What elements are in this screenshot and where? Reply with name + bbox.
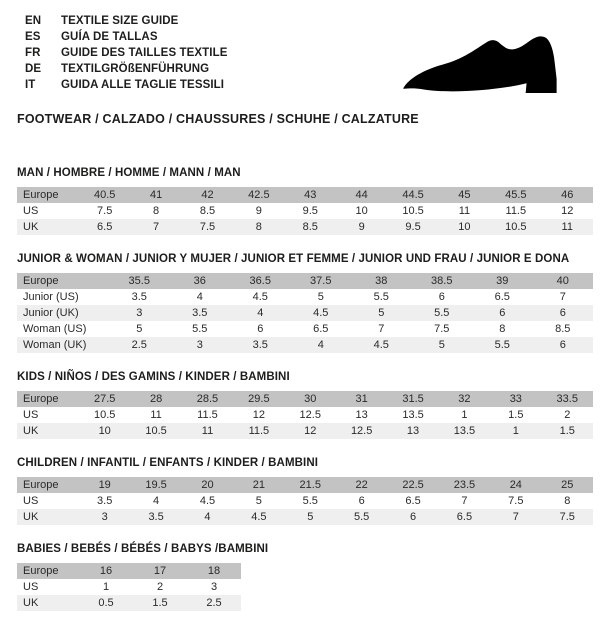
size-value-cell: 4 <box>130 493 181 509</box>
size-table-section <box>17 253 593 353</box>
size-value-cell: 21 <box>233 477 284 493</box>
table-row <box>17 423 593 439</box>
language-row <box>25 45 228 61</box>
row-label-cell: UK <box>17 595 79 611</box>
table-title: KIDS / NIÑOS / DES GAMINS / KINDER / BAMBINI <box>17 371 290 383</box>
table-row <box>17 493 593 509</box>
size-value-cell: 35.5 <box>109 273 170 289</box>
size-value-cell: 6 <box>230 321 291 337</box>
size-value-cell: 2 <box>133 579 187 595</box>
table-row <box>17 289 593 305</box>
language-code: FR <box>25 47 41 59</box>
size-value-cell: 46 <box>542 187 593 203</box>
size-value-cell: 13.5 <box>439 423 490 439</box>
size-value-cell: 4.5 <box>182 493 233 509</box>
size-value-cell: 44.5 <box>387 187 438 203</box>
size-value-cell: 44 <box>336 187 387 203</box>
size-value-cell: 11.5 <box>233 423 284 439</box>
table-row <box>17 203 593 219</box>
language-row <box>25 77 228 93</box>
row-label-cell: US <box>17 493 79 509</box>
row-label-cell: US <box>17 579 79 595</box>
size-value-cell: 5 <box>285 509 336 525</box>
size-value-cell: 4.5 <box>230 289 291 305</box>
size-value-cell: 7 <box>130 219 181 235</box>
size-value-cell: 10 <box>336 203 387 219</box>
size-value-cell: 16 <box>79 563 133 579</box>
row-label-cell: Europe <box>17 187 79 203</box>
size-value-cell: 24 <box>490 477 541 493</box>
size-value-cell: 5.5 <box>351 289 412 305</box>
size-value-cell: 28 <box>130 391 181 407</box>
size-value-cell: 8.5 <box>533 321 594 337</box>
size-value-cell: 3.5 <box>130 509 181 525</box>
size-value-cell: 10 <box>439 219 490 235</box>
row-label-cell: Junior (UK) <box>17 305 109 321</box>
category-heading: FOOTWEAR / CALZADO / CHAUSSURES / SCHUHE / CALZATURE <box>17 112 419 126</box>
row-label-cell: UK <box>17 219 79 235</box>
size-value-cell: 13.5 <box>387 407 438 423</box>
size-value-cell: 5 <box>291 289 352 305</box>
size-value-cell: 13 <box>387 423 438 439</box>
table-header-row <box>17 187 593 203</box>
size-value-cell: 3 <box>109 305 170 321</box>
size-value-cell: 11.5 <box>182 407 233 423</box>
table-header-row <box>17 391 593 407</box>
size-table <box>17 187 593 235</box>
size-table-section <box>17 371 593 439</box>
size-value-cell: 12.5 <box>285 407 336 423</box>
size-value-cell: 5.5 <box>170 321 231 337</box>
size-value-cell: 1 <box>79 579 133 595</box>
table-title: CHILDREN / INFANTIL / ENFANTS / KINDER / BAMBINI <box>17 457 319 469</box>
size-value-cell: 36.5 <box>230 273 291 289</box>
size-value-cell: 45 <box>439 187 490 203</box>
table-header-row <box>17 563 241 579</box>
table-row <box>17 321 593 337</box>
size-value-cell: 38.5 <box>412 273 473 289</box>
size-value-cell: 8.5 <box>285 219 336 235</box>
size-value-cell: 5 <box>233 493 284 509</box>
size-value-cell: 6.5 <box>387 493 438 509</box>
language-list <box>25 13 228 93</box>
size-value-cell: 12 <box>233 407 284 423</box>
language-code: DE <box>25 63 42 75</box>
row-label-cell: UK <box>17 509 79 525</box>
size-value-cell: 23.5 <box>439 477 490 493</box>
size-table-section <box>17 167 593 235</box>
size-value-cell: 4.5 <box>291 305 352 321</box>
size-value-cell: 2.5 <box>187 595 241 611</box>
size-value-cell: 6 <box>533 305 594 321</box>
size-table <box>17 563 241 611</box>
size-value-cell: 33 <box>490 391 541 407</box>
tables-host <box>17 167 593 629</box>
size-table-section <box>17 457 593 525</box>
size-value-cell: 3.5 <box>230 337 291 353</box>
row-label-cell: US <box>17 407 79 423</box>
size-value-cell: 43 <box>285 187 336 203</box>
size-value-cell: 6.5 <box>439 509 490 525</box>
size-value-cell: 7 <box>490 509 541 525</box>
row-label-cell: Woman (US) <box>17 321 109 337</box>
table-title: BABIES / BEBÉS / BÉBÉS / BABYS /BAMBINI <box>17 543 269 555</box>
size-value-cell: 19 <box>79 477 130 493</box>
size-value-cell: 4 <box>291 337 352 353</box>
size-value-cell: 8 <box>472 321 533 337</box>
size-value-cell: 7.5 <box>182 219 233 235</box>
size-value-cell: 21.5 <box>285 477 336 493</box>
language-label: TEXTILE SIZE GUIDE <box>61 15 179 27</box>
size-value-cell: 4 <box>170 289 231 305</box>
row-label-cell: UK <box>17 423 79 439</box>
size-value-cell: 3 <box>79 509 130 525</box>
size-value-cell: 2 <box>542 407 593 423</box>
size-value-cell: 29.5 <box>233 391 284 407</box>
size-value-cell: 5.5 <box>336 509 387 525</box>
size-value-cell: 6.5 <box>291 321 352 337</box>
size-value-cell: 7.5 <box>542 509 593 525</box>
table-header-row <box>17 273 593 289</box>
language-row <box>25 13 228 29</box>
size-value-cell: 1.5 <box>490 407 541 423</box>
size-value-cell: 5 <box>412 337 473 353</box>
language-label: GUIDE DES TAILLES TEXTILE <box>61 47 228 59</box>
size-value-cell: 11 <box>542 219 593 235</box>
size-value-cell: 31.5 <box>387 391 438 407</box>
row-label-cell: Junior (US) <box>17 289 109 305</box>
size-table <box>17 477 593 525</box>
size-value-cell: 7 <box>439 493 490 509</box>
size-value-cell: 45.5 <box>490 187 541 203</box>
size-value-cell: 22.5 <box>387 477 438 493</box>
size-value-cell: 1 <box>439 407 490 423</box>
size-value-cell: 6 <box>387 509 438 525</box>
size-value-cell: 6 <box>412 289 473 305</box>
size-value-cell: 22 <box>336 477 387 493</box>
size-value-cell: 4 <box>182 509 233 525</box>
size-value-cell: 19.5 <box>130 477 181 493</box>
language-row <box>25 29 228 45</box>
size-value-cell: 8 <box>130 203 181 219</box>
size-value-cell: 10 <box>79 423 130 439</box>
row-label-cell: Europe <box>17 477 79 493</box>
size-value-cell: 6 <box>533 337 594 353</box>
size-value-cell: 3.5 <box>109 289 170 305</box>
table-row <box>17 337 593 353</box>
size-table <box>17 391 593 439</box>
size-value-cell: 40 <box>533 273 594 289</box>
row-label-cell: Europe <box>17 391 79 407</box>
size-table-section <box>17 543 593 611</box>
size-value-cell: 10.5 <box>79 407 130 423</box>
size-value-cell: 7 <box>533 289 594 305</box>
size-value-cell: 5 <box>351 305 412 321</box>
language-code: ES <box>25 31 41 43</box>
size-value-cell: 5 <box>109 321 170 337</box>
table-row <box>17 219 593 235</box>
language-row <box>25 61 228 77</box>
table-row <box>17 305 593 321</box>
size-value-cell: 7.5 <box>490 493 541 509</box>
size-value-cell: 11 <box>439 203 490 219</box>
size-value-cell: 5.5 <box>285 493 336 509</box>
table-title: JUNIOR & WOMAN / JUNIOR Y MUJER / JUNIOR ET FEMME / JUNIOR UND FRAU / JUNIOR E DONA <box>17 253 570 265</box>
size-value-cell: 37.5 <box>291 273 352 289</box>
size-value-cell: 2.5 <box>109 337 170 353</box>
size-value-cell: 1.5 <box>133 595 187 611</box>
size-value-cell: 9 <box>336 219 387 235</box>
size-value-cell: 13 <box>336 407 387 423</box>
table-header-row <box>17 477 593 493</box>
size-value-cell: 3 <box>170 337 231 353</box>
size-value-cell: 0.5 <box>79 595 133 611</box>
size-value-cell: 10.5 <box>387 203 438 219</box>
size-value-cell: 6.5 <box>79 219 130 235</box>
size-value-cell: 42.5 <box>233 187 284 203</box>
size-table <box>17 273 593 353</box>
table-row <box>17 579 241 595</box>
size-value-cell: 8 <box>233 219 284 235</box>
row-label-cell: Europe <box>17 273 109 289</box>
language-code: IT <box>25 79 36 91</box>
row-label-cell: Woman (UK) <box>17 337 109 353</box>
size-value-cell: 27.5 <box>79 391 130 407</box>
size-value-cell: 20 <box>182 477 233 493</box>
size-value-cell: 36 <box>170 273 231 289</box>
size-value-cell: 8.5 <box>182 203 233 219</box>
size-value-cell: 33.5 <box>542 391 593 407</box>
size-value-cell: 7.5 <box>412 321 473 337</box>
size-value-cell: 11 <box>182 423 233 439</box>
size-value-cell: 17 <box>133 563 187 579</box>
size-value-cell: 6 <box>336 493 387 509</box>
size-value-cell: 10.5 <box>130 423 181 439</box>
language-code: EN <box>25 15 42 27</box>
size-value-cell: 31 <box>336 391 387 407</box>
size-value-cell: 5.5 <box>472 337 533 353</box>
size-value-cell: 12 <box>542 203 593 219</box>
size-value-cell: 41 <box>130 187 181 203</box>
size-value-cell: 11 <box>130 407 181 423</box>
size-value-cell: 4.5 <box>351 337 412 353</box>
size-value-cell: 9 <box>233 203 284 219</box>
row-label-cell: US <box>17 203 79 219</box>
size-value-cell: 9.5 <box>387 219 438 235</box>
table-row <box>17 595 241 611</box>
size-value-cell: 3 <box>187 579 241 595</box>
size-value-cell: 30 <box>285 391 336 407</box>
size-value-cell: 6 <box>472 305 533 321</box>
size-value-cell: 42 <box>182 187 233 203</box>
language-label: TEXTILGRÖßENFÜHRUNG <box>61 63 210 75</box>
size-value-cell: 5.5 <box>412 305 473 321</box>
table-row <box>17 509 593 525</box>
size-value-cell: 11.5 <box>490 203 541 219</box>
size-value-cell: 40.5 <box>79 187 130 203</box>
size-value-cell: 8 <box>542 493 593 509</box>
size-value-cell: 28.5 <box>182 391 233 407</box>
size-value-cell: 7.5 <box>79 203 130 219</box>
table-title: MAN / HOMBRE / HOMME / MANN / MAN <box>17 167 241 179</box>
size-value-cell: 32 <box>439 391 490 407</box>
table-row <box>17 407 593 423</box>
language-label: GUIDA ALLE TAGLIE TESSILI <box>61 79 225 91</box>
size-value-cell: 12 <box>285 423 336 439</box>
size-value-cell: 3.5 <box>170 305 231 321</box>
row-label-cell: Europe <box>17 563 79 579</box>
size-value-cell: 4 <box>230 305 291 321</box>
size-value-cell: 4.5 <box>233 509 284 525</box>
dress-shoe-icon <box>390 24 580 108</box>
size-value-cell: 25 <box>542 477 593 493</box>
size-value-cell: 1 <box>490 423 541 439</box>
size-value-cell: 38 <box>351 273 412 289</box>
size-value-cell: 1.5 <box>542 423 593 439</box>
size-value-cell: 39 <box>472 273 533 289</box>
size-value-cell: 10.5 <box>490 219 541 235</box>
size-value-cell: 7 <box>351 321 412 337</box>
size-value-cell: 9.5 <box>285 203 336 219</box>
size-value-cell: 12.5 <box>336 423 387 439</box>
language-label: GUÍA DE TALLAS <box>61 31 158 43</box>
size-value-cell: 3.5 <box>79 493 130 509</box>
size-value-cell: 6.5 <box>472 289 533 305</box>
size-value-cell: 18 <box>187 563 241 579</box>
